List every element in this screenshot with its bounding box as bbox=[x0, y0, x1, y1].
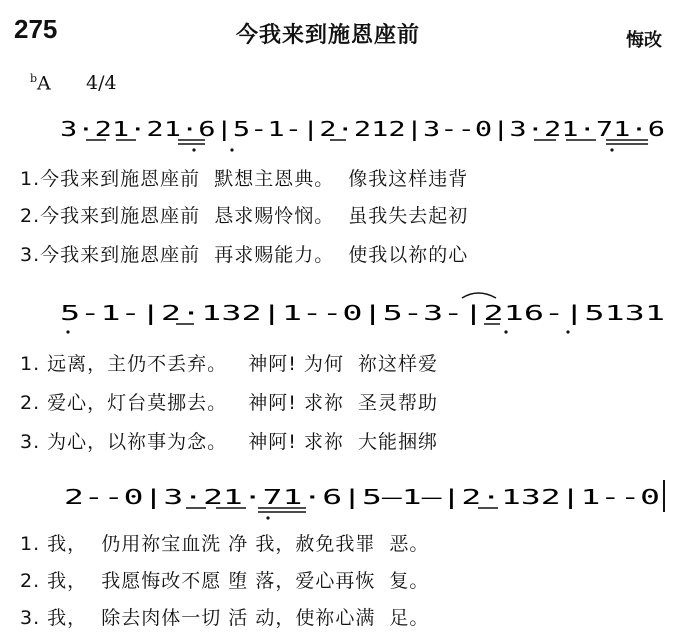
tie-arc bbox=[462, 293, 496, 298]
hymn-credit: 悔改 bbox=[626, 30, 662, 51]
notation-system-3 bbox=[0, 466, 700, 526]
key-signature bbox=[30, 72, 51, 94]
octave-dots bbox=[66, 330, 569, 333]
lyric-line-2-3: 3. 为心，以祢事为念。 神阿! 求祢 大能捆绑 bbox=[20, 431, 439, 453]
key-note: A bbox=[37, 72, 51, 95]
octave-dots bbox=[266, 516, 269, 519]
lyric-line-1-3: 3.今我来到施恩座前 再求赐能力。 使我以祢的心 bbox=[20, 244, 469, 266]
notation-line: 2--0|3·21·71·6|5—1—|2·132|1--0 bbox=[64, 485, 660, 509]
lyric-line-1-1: 1.今我来到施恩座前 默想主恩典。 像我这样违背 bbox=[20, 168, 469, 190]
flat-sign: b bbox=[30, 72, 38, 85]
notation-line: 3·21·21·6|5-1-|2·212|3--0|3·21·71·6 bbox=[60, 117, 665, 141]
octave-dots bbox=[192, 148, 613, 151]
notation-system-2 bbox=[0, 282, 700, 342]
hymn-title: 今我来到施恩座前 bbox=[236, 23, 421, 48]
notation-system-1 bbox=[0, 98, 700, 158]
lyric-line-2-2: 2. 爱心，灯台莫挪去。 神阿! 求祢 圣灵帮助 bbox=[20, 392, 439, 414]
lyric-line-1-2: 2.今我来到施恩座前 恳求赐怜悯。 虽我失去起初 bbox=[20, 205, 469, 227]
lyric-line-3-3: 3. 我， 除去肉体一切 活 动，使祢心满 足。 bbox=[20, 607, 430, 629]
hymn-number: 275 bbox=[14, 14, 58, 44]
lyric-line-3-2: 2. 我， 我愿悔改不愿 堕 落，爱心再恢 复。 bbox=[20, 570, 430, 592]
time-signature: 4/4 bbox=[86, 72, 117, 94]
notation-line: 5-1-|2·132|1--0|5-3-|216-|5131 bbox=[60, 301, 665, 325]
lyric-line-2-1: 1. 远离，主仍不丢弃。 神阿! 为何 祢这样爱 bbox=[20, 353, 439, 375]
lyric-line-3-1: 1. 我， 仍用祢宝血洗 净 我，赦免我罪 恶。 bbox=[20, 533, 430, 555]
